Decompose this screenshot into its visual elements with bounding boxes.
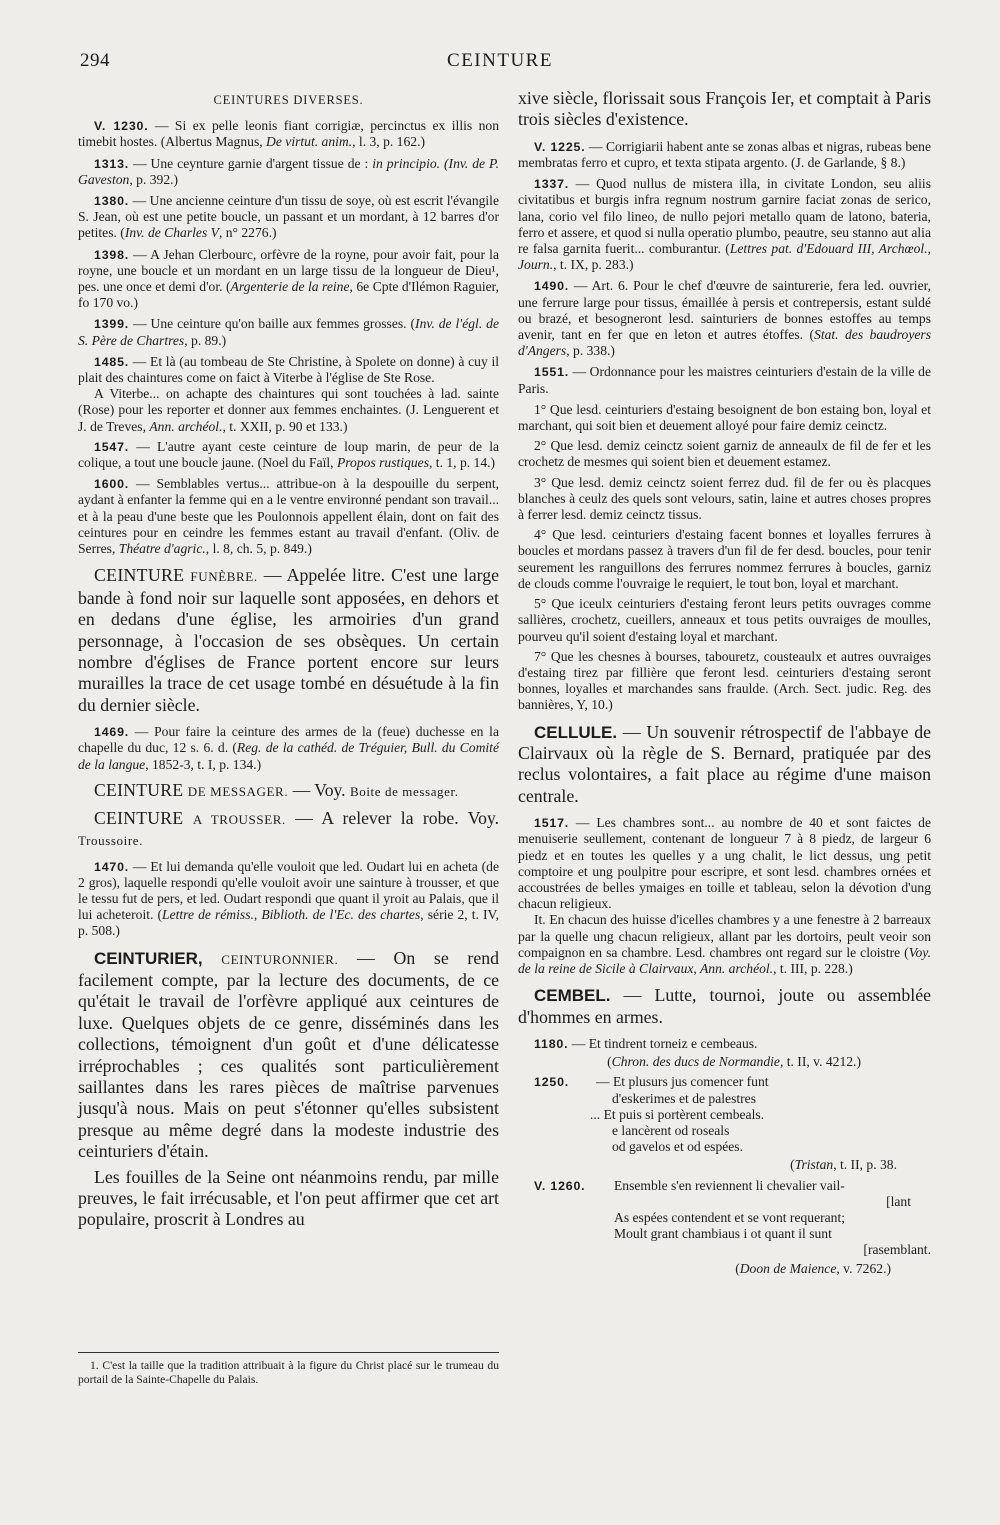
citation-ref: , t. II, v. 4212. bbox=[779, 1054, 857, 1070]
footnote-text: 1. C'est la taille que la tradition attribuait à la figure du Christ placé sur le trumeau du portail de la Sainte-Chapelle du Palais. bbox=[78, 1359, 499, 1386]
citation-text: — Une ceinture qu'on baille aux femmes grosses. ( bbox=[129, 316, 416, 332]
citation-text: — Corrigiarii habent ante se zonas albas et nigras, rubeas bene membratas ferro et cupro, et texta stipata argento. (J. de Garlande, § 8.) bbox=[518, 138, 931, 171]
citation-date: 1313. bbox=[94, 156, 130, 171]
citation-1313 bbox=[78, 156, 499, 188]
citation-source: Voy. de la reine de Sicile à Clairvaux, Ann. archéol. bbox=[518, 944, 931, 976]
entry-continuation: xive siècle, florissait sous François Ier, et comptait à Paris trois siècles d'existence. bbox=[518, 88, 931, 130]
citation-text: — Et tindrent torneiz e cembeaus. bbox=[568, 1035, 758, 1051]
citation-1485-continued bbox=[78, 386, 499, 435]
citation-1398 bbox=[78, 247, 499, 312]
footnote bbox=[78, 1352, 499, 1387]
citation-1470 bbox=[78, 859, 499, 940]
citation-date: 1180. bbox=[534, 1036, 569, 1051]
citation-text: — Semblables vertus... attribue-on à la despouille du serpent, aydant à enfanter la femme qui en a le ventre environné pendant son travail... et à la peau d'une beste que les Poulonnois appellent élain, dont on fait des ceintures pour en ceindre les femmes estant au travail d'enfant. (Oliv. de Serres, bbox=[78, 476, 499, 557]
entry-ceinture-de-messager bbox=[78, 781, 499, 802]
entry-text: — A relever la robe. Voy. bbox=[285, 808, 500, 829]
section-title: CEINTURES DIVERSES. bbox=[213, 93, 364, 107]
citation-text: — Ordonnance pour les maistres ceinturiers d'estain de la ville de Paris. bbox=[518, 364, 931, 396]
citation-date: 1547. bbox=[94, 439, 130, 454]
citation-text: — Pour faire la ceinture des armes de la (feue) duchesse en la chapelle du duc, 12 s. 6. d. ( bbox=[78, 724, 499, 756]
page-number: 294 bbox=[80, 50, 110, 71]
citation-date: 1551. bbox=[534, 365, 570, 380]
citation-date: 1490. bbox=[534, 279, 570, 294]
citation-ref: , l. 3, p. 162.) bbox=[352, 134, 425, 150]
entry-ceinturier bbox=[78, 948, 499, 1163]
verse-line: ... Et puis si portèrent cembeals. bbox=[590, 1106, 765, 1122]
running-title: CEINTURE bbox=[447, 50, 553, 71]
ordinance-article-5: 5° Que iceulx ceinturiers d'estaing feront leurs petits ouvrages comme sallières, crochetz, cueillers, anneaux et tous petits ouvraiges de moulles, pourveu qu'il soient d'estaing loyal et marchant. bbox=[518, 596, 931, 644]
citation-1469 bbox=[78, 724, 499, 773]
citation-source: Reg. de la cathéd. de Tréguier, Bull. du Comité de la langue bbox=[78, 740, 499, 772]
citation-1230 bbox=[78, 118, 499, 150]
citation-date: V. 1230. bbox=[94, 119, 149, 134]
entry-headword: CELLULE. bbox=[534, 722, 618, 742]
verse-line: [rasemblant. bbox=[863, 1242, 931, 1258]
entry-ceinture-funebre bbox=[78, 565, 499, 716]
citation-ref: , t. IX, p. 283.) bbox=[553, 257, 634, 273]
citation-date: 1380. bbox=[94, 194, 130, 209]
ordinance-article-2: 2° Que lesd. demiz ceinctz soient garniz de anneaulx de fil de fer et les crochetz de mesmes qui soient bien et deuement estamez. bbox=[518, 438, 931, 470]
citation-text: — Une ancienne ceinture d'un tissu de soye, où est escrit l'évangile S. Jean, où est une petite boucle, un passant et un mordant, à 12 barres d'or petites. ( bbox=[78, 193, 499, 241]
citation-ref: , p. 89.) bbox=[184, 332, 227, 348]
verse-line: e lancèrent od roseals bbox=[612, 1123, 730, 1138]
verse-line: od gavelos et od espées. bbox=[612, 1139, 743, 1155]
citation-date: 1469. bbox=[94, 725, 130, 740]
entry-subheadword: A TROUSSER. bbox=[192, 812, 286, 828]
citation-ref: , n° 2276.) bbox=[218, 225, 277, 241]
citation-date: 1337. bbox=[534, 177, 570, 192]
entry-text: — On se rend facilement compte, par la lecture des documents, de ce qu'était le travail de l'orfèvre appliqué aux ceintures de luxe. Quelques objets de ce genre, disséminés dans les collections, témoignent d'un goût et d'une délicatesse irréprochables ; ces qualités sont particulièrement saillantes dans les rares pièces de maîtrise parvenues jusqu'à nous. Mais on peut s'étonner qu'elles subsistent presque au même degré dans la modeste industrie des ceinturiers d'étain. bbox=[78, 947, 499, 1162]
entry-subheadword: DE MESSAGER. bbox=[187, 783, 289, 799]
verse-line: Ensemble s'en reviennent li chevalier vail- bbox=[614, 1177, 845, 1193]
citation-date: 1470. bbox=[94, 859, 130, 874]
entry-subheadword: FUNÈBRE. bbox=[190, 569, 258, 585]
citation-source: Propos rustiques bbox=[336, 455, 429, 471]
citation-source: Lettres pat. d'Edouard III, Archœol., Journ. bbox=[518, 241, 931, 273]
citation-1260: V. 1260. Ensemble s'en reviennent li chevalier vail- [lant As espées contendent et se vont requerant; Moult grant chambiaus i ot quant il sunt [rasemblant. (Doon de Maience, v. 7262.) bbox=[534, 1177, 931, 1276]
citation-text: — A Jehan Clerbourc, orfèvre de la royne, pour avoir fait, pour la royne, une boucle et un mordant en un large tissu de la longueur de Dieu¹, pes. une once et demi d'or. ( bbox=[78, 246, 499, 295]
citation-1337 bbox=[518, 176, 931, 273]
citation-source: Doon de Maience bbox=[739, 1260, 837, 1276]
citation-text: — Si ex pelle leonis fiant corrigiæ, percinctus ex illis non timebit hostes. (Albertus Magnus, bbox=[78, 118, 500, 150]
citation-ref: , t. II, p. 38. bbox=[833, 1157, 897, 1173]
page-header bbox=[80, 50, 920, 76]
verse-line: As espées contendent et se vont requerant; bbox=[614, 1210, 846, 1226]
citation-1485 bbox=[78, 354, 499, 386]
entry-cembel bbox=[518, 985, 931, 1028]
citation-1551 bbox=[518, 364, 931, 396]
citation-source: Lettre de rémiss., Biblioth. de l'Ec. des chartes bbox=[162, 907, 421, 923]
citation-date: 1485. bbox=[94, 354, 130, 369]
entry-ceinturier-paragraph-2: Les fouilles de la Seine ont néanmoins rendu, par mille preuves, le fait irrécusable, et l'on peut affirmer que cet art populaire, proscrit à Londres au bbox=[78, 1166, 499, 1230]
cross-reference[interactable]: Troussoire. bbox=[78, 832, 143, 848]
citation-ref: , t. III, p. 228.) bbox=[773, 960, 853, 976]
citation-ref: , 1852-3, t. I, p. 134.) bbox=[145, 756, 262, 772]
citation-ref: , t. 1, p. 14.) bbox=[429, 455, 496, 471]
citation-ref: , t. XXII, p. 90 et 133.) bbox=[222, 418, 348, 434]
entry-headword: CEINTURIER, bbox=[94, 948, 203, 968]
citation-text: It. En chacun des huisse d'icelles chambres y a une fenestre à 2 barreaux par la quelle ung chacun religieux, allant par les dortoirs, peult veoir son compaignon en sa chambre. Lesd. chambres ont regard sur le cloistre ( bbox=[518, 912, 931, 960]
entry-text: — Voy. bbox=[288, 779, 350, 800]
citation-source: Stat. des baudroyers d'Angers bbox=[518, 327, 931, 359]
entry-headword: CEMBEL. bbox=[534, 986, 611, 1006]
citation-source: Argenterie de la reine bbox=[230, 279, 350, 295]
citation-ref: , l. 8, ch. 5, p. 849.) bbox=[205, 541, 312, 557]
citation-1517-continued bbox=[518, 912, 931, 977]
citation-text: — Les chambres sont... au nombre de 40 et sont faictes de menuiserie seullement, contenant de longueur 7 à 8 piedz, de largeur 6 piedz et en toutes les quelles y a ung chalit, le lict dessus, ung petit comptoire et ung poulpitre pour escripre, et sont lesd. chambres ornées et accoustrées de belles ymaiges en toille et tableau, selon la dévotion d'ung chacun religieux. bbox=[518, 815, 931, 912]
verse-line: [lant bbox=[886, 1193, 911, 1209]
citation-1180: 1180. — Et tindrent torneiz e cembeaus. (Chron. des ducs de Normandie, t. II, v. 4212.) bbox=[534, 1035, 861, 1070]
citation-ref: , 6e Cpte d'Ilémon Raguier, fo 170 vo.) bbox=[78, 279, 500, 311]
citation-date: V. 1225. bbox=[534, 139, 586, 154]
entry-headword: CEINTURE bbox=[94, 779, 184, 800]
citation-1600 bbox=[78, 476, 499, 557]
right-column bbox=[518, 88, 931, 1281]
verse-line: Moult grant chambiaus i ot quant il sunt bbox=[614, 1226, 832, 1242]
citation-source: Théatre d'agric. bbox=[118, 541, 206, 557]
citation-1490 bbox=[518, 278, 931, 359]
verse-line: d'eskerimes et de palestres bbox=[612, 1090, 756, 1106]
citation-ref: , série 2, t. IV, p. 508.) bbox=[78, 907, 499, 939]
entry-headword: CEINTURE bbox=[94, 565, 185, 586]
citation-text: — Et lui demanda qu'elle vouloit que led. Oudart lui en acheta (de 2 gros), laquelle respondi qu'elle vouloit avoir une sainture à trousser, et que le tessu fut de pers, et led. Oudart respondi que quant il yroit au Palais, que il lui acheteroit. ( bbox=[78, 858, 499, 923]
entry-ceinture-a-trousser bbox=[78, 809, 499, 850]
citation-ref: , p. 392.) bbox=[129, 171, 179, 187]
citation-text: — Art. 6. Pour le chef d'œuvre de sainturerie, fera led. ouvrier, une ferrure large pour tissus, émaillée à persis et contrepersis, estant suldé ou brazé, et besogneront lesd. sainturiers de bonnes estoffes au temps avenir, tant en fer que en leton et autres étoffes. ( bbox=[518, 278, 931, 343]
citation-text: — Et là (au tombeau de Ste Christine, à Spolete on donne) à cuy il plait des chaintures come on faict à Viterbe à l'église de Ste Rose. bbox=[78, 353, 499, 386]
citation-ref: , v. 7262.) bbox=[836, 1260, 891, 1276]
citation-1547 bbox=[78, 439, 499, 471]
ordinance-article-4: 4° Que lesd. ceinturiers d'estaing facent bonnes et loyalles ferrures à boucles et mordans passez à travers d'un fil de fer desd. boucles, pour tenir seurement les ranguillons des ferrures nommez ferrures à boucles, garniz de clouds comme l'ouvraige le requiert, le tout bon, loyal et marchant. bbox=[518, 527, 931, 591]
citation-date: 1517. bbox=[534, 816, 570, 831]
entry-text: — Lutte, tournoi, joute ou assemblée d'hommes en armes. bbox=[518, 985, 931, 1027]
citation-source: Chron. des ducs de Normandie bbox=[611, 1054, 780, 1070]
entry-cellule bbox=[518, 722, 931, 808]
citation-source: Inv. de Charles V bbox=[124, 225, 219, 241]
entry-text: — Un souvenir rétrospectif de l'abbaye de Clairvaux où la règle de S. Bernard, pratiquée par des reclus volontaires, a fait place au régime d'une maison centrale. bbox=[518, 721, 931, 806]
verse-line: — Et plusurs jus comencer funt bbox=[596, 1074, 769, 1090]
citation-source: Tristan bbox=[794, 1157, 834, 1173]
citation-source: in principio. (Inv. de P. Gaveston bbox=[78, 155, 499, 187]
citation-ref: , p. 338.) bbox=[566, 343, 615, 359]
citation-text: A Viterbe... on achapte des chaintures qui sont touchées à lad. sainte (Rose) pour les reporter et donner aux femmes enchaintes. (J. Lenguerent et J. de Treves, bbox=[78, 386, 499, 434]
citation-date: 1600. bbox=[94, 477, 130, 492]
citation-text: — Une ceynture garnie d'argent tissue de : bbox=[129, 155, 373, 171]
ordinance-article-3: 3° Que lesd. demiz ceinctz soient ferrez dud. fil de fer ou ès placques blanches à ceulz des quels sont velours, satin, laine et autres choses propres à ferrer lesd. demiz ceinctz tissus. bbox=[518, 474, 931, 523]
citation-date: 1399. bbox=[94, 317, 130, 332]
cross-reference[interactable]: Boite de messager. bbox=[349, 783, 459, 799]
citation-1250: 1250. — Et plusurs jus comencer funt d'eskerimes et de palestres ... Et puis si portèrent cembeals. e lancèrent od roseals od gavelos et od espées. (Tristan, t. II, p. 38. bbox=[518, 1074, 931, 1173]
entry-text: — Appelée litre. C'est une large bande à fond noir sur laquelle sont apposées, en dehors et en dedans d'une église, les armoiries d'un grand personnage, à l'occasion de ses obsèques. Un certain nombre d'églises de France portent encore sur leurs murailles la trace de cet usage tombé en désuétude à la fin du dernier siècle. bbox=[78, 565, 499, 715]
citation-date: V. 1260. bbox=[534, 1178, 586, 1193]
left-column bbox=[78, 88, 499, 1239]
citation-text: — Quod nullus de mistera illa, in civitate London, seu aliis civitatibus et burgis infra regnum nostrum garnire faciat zonas de serico, lana, corio vel filo lineo, de nullo pejori metallo quam de latono, bateria, ferro et assere, et quod si nulla operatio plumbo, peautre, seu stanno aut alia re falsa garnita fuerit... comburantur. ( bbox=[518, 176, 931, 257]
citation-1225 bbox=[518, 139, 931, 171]
citation-source: Ann. archéol. bbox=[149, 418, 223, 434]
citation-source: Inv. de l'égl. de S. Père de Chartres bbox=[78, 316, 499, 348]
entry-headword: CEINTURE bbox=[94, 808, 184, 829]
citation-date: 1398. bbox=[94, 247, 130, 262]
ordinance-article-1: 1° Que lesd. ceinturiers d'estaing besoignent de bon estaing bon, loyal et marchant, qui soit bien et deuement alloyé pour faire demiz ceinctz. bbox=[518, 401, 931, 434]
citation-date: 1250. bbox=[534, 1075, 570, 1090]
citation-1517 bbox=[518, 815, 931, 912]
citation-text: — L'autre ayant ceste ceinture de loup marin, de peur de la colique, a tout une boucle jaune. (Noel du Faïl, bbox=[78, 438, 499, 471]
entry-subheadword: CEINTURONNIER. bbox=[221, 951, 339, 967]
ordinance-article-7: 7° Que les chesnes à bourses, tabouretz, cousteaulx et autres ouvraiges d'estaing tirez par fillière que feront lesd. ceinturiers d'estaing seront bonnes, loyalles et marchandes sans fraulde. (Arch. Sect. judic. Reg. des bannières, Y, 10.) bbox=[518, 648, 931, 713]
citation-1380 bbox=[78, 193, 499, 242]
citation-1399 bbox=[78, 316, 499, 348]
citation-source: De virtut. anim. bbox=[266, 134, 353, 150]
